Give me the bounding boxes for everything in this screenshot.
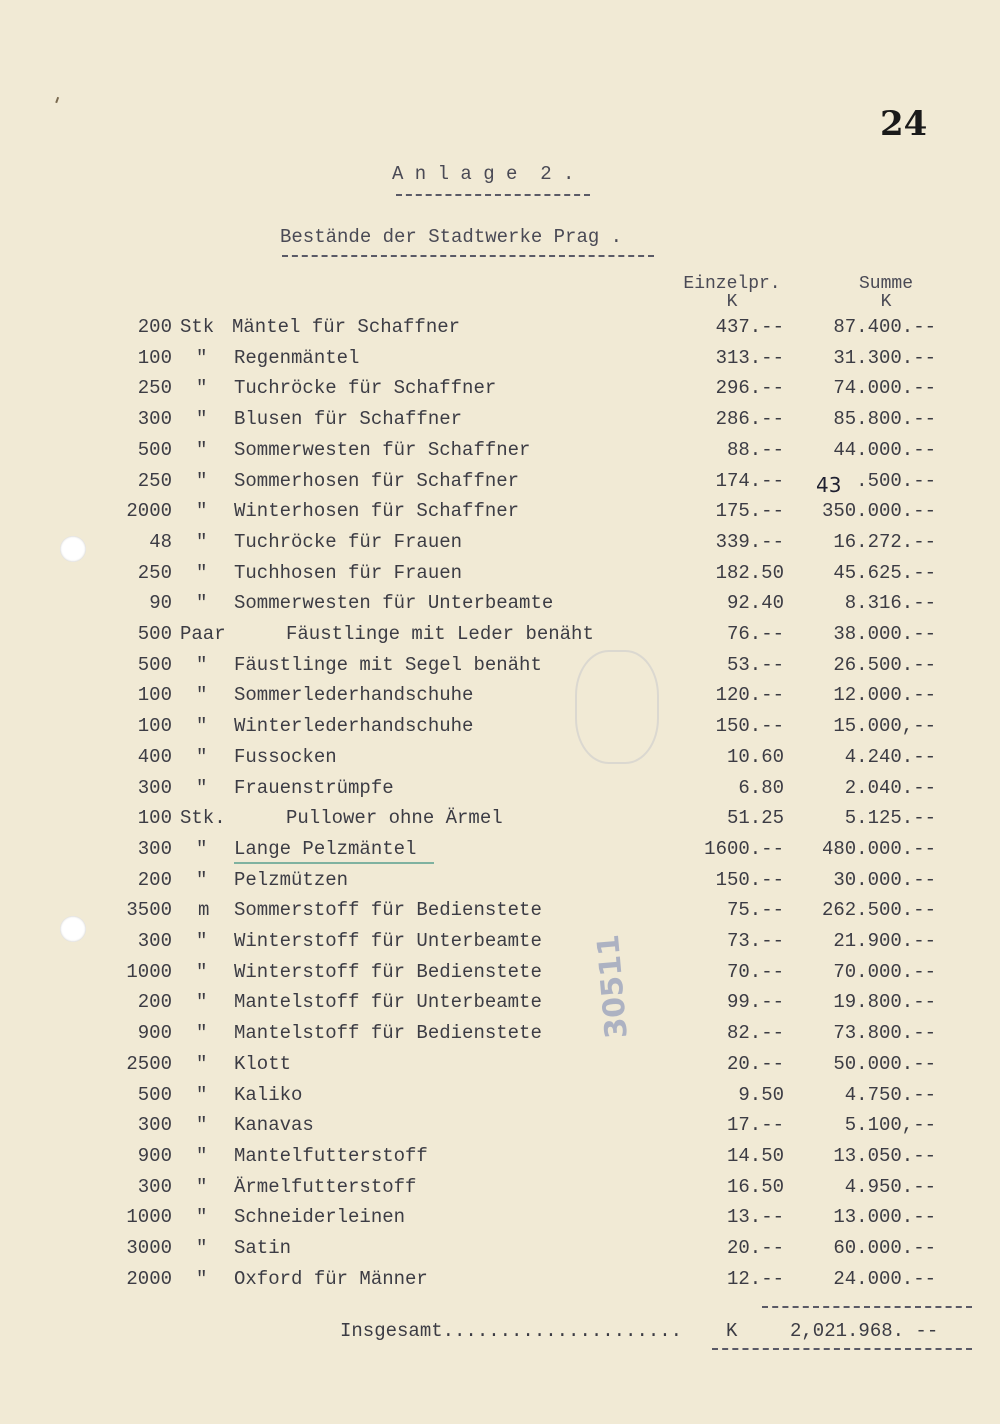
unit-price-cell: 150.-- <box>715 715 784 738</box>
quantity-cell: 1000 <box>126 960 172 983</box>
faded-stamp <box>575 650 659 764</box>
unit-cell: " <box>196 1206 208 1229</box>
quantity-cell: 500 <box>137 653 172 676</box>
total-value: 2,021.968. -- <box>790 1320 939 1342</box>
description-cell: Kaliko <box>234 1083 303 1106</box>
unit-cell: " <box>196 530 208 553</box>
table-row <box>0 1084 1000 1114</box>
description-cell: Sommerstoff für Bedienstete <box>234 899 542 922</box>
quantity-cell: 400 <box>137 745 172 768</box>
total-cell: 24.000.-- <box>833 1267 936 1290</box>
description-cell: Winterstoff für Unterbeamte <box>234 930 542 952</box>
unit-price-cell: 14.50 <box>726 1144 784 1167</box>
unit-cell: Paar <box>180 623 226 645</box>
total-cell: 21.900.-- <box>833 930 936 952</box>
unit-price-cell: 150.-- <box>715 868 784 891</box>
total-cell: 44.000.-- <box>833 438 936 461</box>
unit-price-cell: 437.-- <box>715 316 784 338</box>
description-cell: Frauenstrümpfe <box>234 776 394 799</box>
unit-price-cell: 99.-- <box>726 991 784 1014</box>
unit-cell: " <box>196 438 208 461</box>
unit-cell: " <box>196 346 208 369</box>
unit-cell: " <box>196 684 208 707</box>
table-row <box>0 408 1000 438</box>
table-row <box>0 377 1000 407</box>
total-cell: .500.-- <box>833 469 936 492</box>
document-title: Bestände der Stadtwerke Prag . <box>280 226 623 248</box>
total-cell: 4.950.-- <box>844 1175 936 1198</box>
total-cell: 85.800.-- <box>833 408 936 431</box>
unit-price-cell: 76.-- <box>726 623 784 645</box>
quantity-cell: 250 <box>137 377 172 400</box>
unit-cell: " <box>196 1237 208 1259</box>
unit-price-cell: 73.-- <box>726 930 784 952</box>
quantity-cell: 900 <box>137 1022 172 1045</box>
total-cell: 262.500.-- <box>821 899 936 922</box>
quantity-cell: 2000 <box>126 500 172 523</box>
unit-price-cell: 286.-- <box>715 408 784 431</box>
quantity-cell: 48 <box>149 530 172 553</box>
total-cell: 4.750.-- <box>844 1083 936 1106</box>
total-cell: 70.000.-- <box>833 960 936 983</box>
unit-cell: Stk <box>180 316 215 338</box>
unit-price-currency: K <box>726 292 738 312</box>
total-cell: 87.400.-- <box>833 316 936 338</box>
unit-price-cell: 75.-- <box>726 899 784 922</box>
table-row <box>0 1237 1000 1267</box>
unit-cell: " <box>196 1052 208 1075</box>
unit-price-cell: 51.25 <box>726 807 784 830</box>
table-row <box>0 930 1000 960</box>
quantity-cell: 100 <box>137 715 172 738</box>
table-row <box>0 807 1000 837</box>
unit-cell: " <box>196 930 208 952</box>
unit-cell: " <box>196 960 208 983</box>
unit-price-cell: 296.-- <box>715 377 784 400</box>
description-cell: Sommerhosen für Schaffner <box>234 469 520 492</box>
description-cell: Fäustlinge mit Segel benäht <box>234 653 542 676</box>
table-row <box>0 961 1000 991</box>
quantity-cell: 3000 <box>126 1237 172 1259</box>
unit-cell: " <box>196 500 208 523</box>
table-row <box>0 1053 1000 1083</box>
quantity-cell: 900 <box>137 1144 172 1167</box>
total-cell: 60.000.-- <box>833 1237 936 1259</box>
unit-price-cell: 1600.-- <box>704 837 784 860</box>
description-cell: Klott <box>234 1052 292 1075</box>
total-cell: 26.500.-- <box>833 653 936 676</box>
unit-price-cell: 313.-- <box>715 346 784 369</box>
quantity-cell: 2500 <box>126 1052 172 1075</box>
unit-cell: " <box>196 561 208 584</box>
table-row <box>0 838 1000 868</box>
unit-price-cell: 88.-- <box>726 438 784 461</box>
unit-cell: " <box>196 653 208 676</box>
total-currency: K <box>880 292 892 312</box>
total-cell: 31.300.-- <box>833 346 936 369</box>
pencil-mark <box>55 97 65 105</box>
quantity-cell: 100 <box>137 346 172 369</box>
description-cell: Oxford für Männer <box>234 1267 428 1290</box>
table-row <box>0 654 1000 684</box>
quantity-cell: 500 <box>137 438 172 461</box>
unit-price-cell: 174.-- <box>715 469 784 492</box>
unit-price-cell: 70.-- <box>726 960 784 983</box>
table-row <box>0 899 1000 929</box>
sum-line-bottom <box>712 1348 972 1350</box>
handwritten-correction: 43 <box>816 473 842 497</box>
total-cell: 30.000.-- <box>833 868 936 891</box>
unit-cell: " <box>196 745 208 768</box>
description-cell: Mantelstoff für Bedienstete <box>234 1022 542 1045</box>
total-cell: 73.800.-- <box>833 1022 936 1045</box>
quantity-cell: 250 <box>137 469 172 492</box>
table-row <box>0 316 1000 346</box>
table-row <box>0 347 1000 377</box>
unit-price-cell: 53.-- <box>726 653 784 676</box>
table-row <box>0 1176 1000 1206</box>
table-row <box>0 1022 1000 1052</box>
quantity-cell: 500 <box>137 1083 172 1106</box>
page-number: 24 <box>880 104 928 144</box>
total-cell: 2.040.-- <box>844 776 936 799</box>
description-cell: Pullower ohne Ärmel <box>286 807 503 830</box>
total-cell: 5.100,-- <box>844 1114 936 1137</box>
table-row <box>0 500 1000 530</box>
description-cell: Tuchröcke für Schaffner <box>234 377 497 400</box>
unit-cell: " <box>196 868 208 891</box>
total-cell: 19.800.-- <box>833 991 936 1014</box>
total-cell: 45.625.-- <box>833 561 936 584</box>
description-cell: Pelzmützen <box>234 868 349 891</box>
total-cell: 4.240.-- <box>844 745 936 768</box>
description-cell: Winterlederhandschuhe <box>234 715 474 738</box>
total-currency: K <box>726 1320 738 1342</box>
total-cell: 38.000.-- <box>833 623 936 645</box>
table-row <box>0 1114 1000 1144</box>
quantity-cell: 300 <box>137 930 172 952</box>
unit-price-cell: 92.40 <box>726 592 784 615</box>
unit-cell: Stk. <box>180 807 226 830</box>
unit-cell: " <box>196 1083 208 1106</box>
quantity-cell: 90 <box>149 592 172 615</box>
description-cell: Mantelstoff für Unterbeamte <box>234 991 542 1014</box>
quantity-cell: 250 <box>137 561 172 584</box>
unit-price-cell: 82.-- <box>726 1022 784 1045</box>
table-row <box>0 623 1000 653</box>
unit-price-label: Einzelpr. <box>683 274 781 294</box>
unit-cell: " <box>196 592 208 615</box>
unit-price-cell: 20.-- <box>726 1052 784 1075</box>
description-cell: Sommerwesten für Schaffner <box>234 438 531 461</box>
description-cell: Mäntel für Schaffner <box>232 316 461 338</box>
unit-cell: " <box>196 1144 208 1167</box>
total-cell: 13.050.-- <box>833 1144 936 1167</box>
unit-price-cell: 16.50 <box>726 1175 784 1198</box>
unit-price-cell: 20.-- <box>726 1237 784 1259</box>
pen-underline <box>234 862 434 864</box>
table-row <box>0 746 1000 776</box>
column-header-total <box>826 275 946 311</box>
description-cell: Tuchröcke für Frauen <box>234 530 463 553</box>
table-row <box>0 684 1000 714</box>
unit-price-cell: 9.50 <box>738 1083 784 1106</box>
unit-price-cell: 13.-- <box>726 1206 784 1229</box>
description-cell: Regenmäntel <box>234 346 360 369</box>
annex-heading: A n l a g e 2 . <box>392 163 575 185</box>
unit-cell: " <box>196 1114 208 1137</box>
unit-price-cell: 339.-- <box>715 530 784 553</box>
quantity-cell: 300 <box>137 776 172 799</box>
unit-cell: m <box>198 899 210 922</box>
title-underline <box>282 255 654 257</box>
description-cell: Ärmelfutterstoff <box>234 1175 417 1198</box>
description-cell: Schneiderleinen <box>234 1206 406 1229</box>
description-cell: Fäustlinge mit Leder benäht <box>286 623 594 645</box>
quantity-cell: 2000 <box>126 1267 172 1290</box>
quantity-cell: 1000 <box>126 1206 172 1229</box>
table-row <box>0 1268 1000 1298</box>
total-cell: 480.000.-- <box>821 837 936 860</box>
table-row <box>0 869 1000 899</box>
total-cell: 74.000.-- <box>833 377 936 400</box>
table-row <box>0 439 1000 469</box>
table-row <box>0 1206 1000 1236</box>
table-row <box>0 715 1000 745</box>
unit-price-cell: 17.-- <box>726 1114 784 1137</box>
quantity-cell: 200 <box>137 991 172 1014</box>
unit-cell: " <box>196 776 208 799</box>
total-cell: 350.000.-- <box>821 500 936 523</box>
unit-price-cell: 10.60 <box>726 745 784 768</box>
table-row <box>0 592 1000 622</box>
total-cell: 8.316.-- <box>844 592 936 615</box>
table-row <box>0 777 1000 807</box>
description-cell: Satin <box>234 1237 292 1259</box>
unit-cell: " <box>196 837 208 860</box>
total-cell: 5.125.-- <box>844 807 936 830</box>
sum-line-top <box>762 1306 972 1308</box>
description-cell: Mantelfutterstoff <box>234 1144 428 1167</box>
quantity-cell: 300 <box>137 837 172 860</box>
table-row <box>0 531 1000 561</box>
table-row <box>0 562 1000 592</box>
total-cell: 15.000,-- <box>833 715 936 738</box>
unit-price-cell: 182.50 <box>715 561 784 584</box>
table-row <box>0 470 1000 500</box>
quantity-cell: 300 <box>137 1114 172 1137</box>
unit-cell: " <box>196 1175 208 1198</box>
total-cell: 16.272.-- <box>833 530 936 553</box>
description-cell: Sommerlederhandschuhe <box>234 684 474 707</box>
unit-cell: " <box>196 1267 208 1290</box>
description-cell: Lange Pelzmäntel <box>234 837 417 860</box>
description-cell: Kanavas <box>234 1114 314 1137</box>
table-row <box>0 1145 1000 1175</box>
table-row <box>0 991 1000 1021</box>
total-cell: 12.000.-- <box>833 684 936 707</box>
unit-cell: " <box>196 469 208 492</box>
unit-cell: " <box>196 408 208 431</box>
unit-price-cell: 6.80 <box>738 776 784 799</box>
quantity-cell: 200 <box>137 868 172 891</box>
description-cell: Fussocken <box>234 745 337 768</box>
unit-cell: " <box>196 377 208 400</box>
unit-price-cell: 175.-- <box>715 500 784 523</box>
total-cell: 13.000.-- <box>833 1206 936 1229</box>
description-cell: Tuchhosen für Frauen <box>234 561 463 584</box>
quantity-cell: 300 <box>137 1175 172 1198</box>
quantity-cell: 500 <box>137 623 172 645</box>
quantity-cell: 3500 <box>126 899 172 922</box>
stamp-number: 30511 <box>590 932 635 1040</box>
column-header-unit-price <box>672 275 792 311</box>
unit-price-cell: 12.-- <box>726 1267 784 1290</box>
total-cell: 50.000.-- <box>833 1052 936 1075</box>
description-cell: Sommerwesten für Unterbeamte <box>234 592 554 615</box>
quantity-cell: 100 <box>137 807 172 830</box>
quantity-cell: 300 <box>137 408 172 431</box>
quantity-cell: 100 <box>137 684 172 707</box>
unit-cell: " <box>196 1022 208 1045</box>
unit-cell: " <box>196 991 208 1014</box>
unit-cell: " <box>196 715 208 738</box>
description-cell: Blusen für Schaffner <box>234 408 463 431</box>
description-cell: Winterhosen für Schaffner <box>234 500 520 523</box>
description-cell: Winterstoff für Bedienstete <box>234 960 542 983</box>
total-label: Insgesamt..................... <box>340 1320 683 1342</box>
annex-underline <box>396 194 590 196</box>
quantity-cell: 200 <box>137 316 172 338</box>
total-label: Summe <box>858 274 913 294</box>
unit-price-cell: 120.-- <box>715 684 784 707</box>
